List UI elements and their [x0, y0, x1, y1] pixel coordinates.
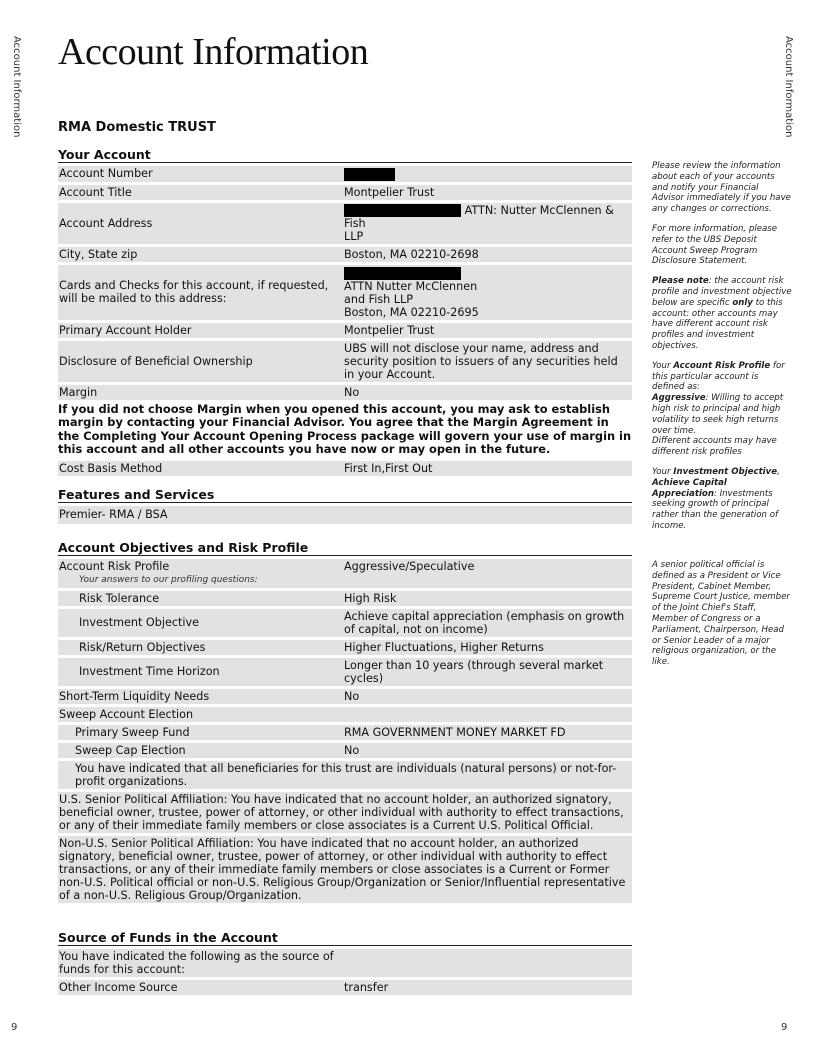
liquidity-row: Short-Term Liquidity Needs No — [58, 689, 632, 704]
sweep-election-row: Sweep Account Election — [58, 707, 632, 722]
section-features: Features and Services — [58, 488, 632, 503]
page-title: Account Information — [58, 31, 369, 73]
sidebar-political-definition: A senior political official is defined as a President or Vice President, Cabinet Member, Supreme Court Justice, member of the Joint Chief's Staff, Member of Congress or a Parliament, Chairperson, Head or Senior Leader of a major religious organization, or the like. — [652, 560, 790, 668]
section-source-of-funds: Source of Funds in the Account — [58, 931, 632, 946]
sidebar-investment-objective: Your Investment Objective, Achieve Capital Appreciation: Investments seeking growth of principal rather than the generation of income. — [652, 466, 780, 531]
page-number-left: 9 — [11, 1022, 18, 1033]
beneficiaries-note: You have indicated that all beneficiaries for this trust are individuals (natural persons) or not-for-profit organizations. — [58, 761, 632, 789]
redaction-bar — [344, 168, 395, 181]
us-political-affiliation: U.S. Senior Political Affiliation: You have indicated that no account holder, an authorized signatory, beneficial owner, trustee, power of attorney, or other individual with authority to effect transactions, or any of their immediate family members or close associates is a Current U.S. Political Official. — [58, 792, 632, 833]
account-type-subtitle: RMA Domestic TRUST — [58, 120, 216, 135]
sidebar-more-info: For more information, please refer to the UBS Deposit Account Sweep Program Disclosure Statement. — [652, 223, 778, 267]
risk-profile-row: Account Risk Profile Your answers to our profiling questions: Aggressive/Speculative — [58, 559, 632, 588]
features-item: Premier- RMA / BSA — [58, 506, 632, 524]
section-your-account: Your Account — [58, 148, 632, 163]
sidebar-risk-profile: Your Account Risk Profile for this particular account is defined as: Aggressive: Willing to accept high risk to principal and high volatility to seek high returns over time. Different accounts may have different risk profiles — [652, 360, 785, 458]
non-us-political-affiliation: Non-U.S. Senior Political Affiliation: You have indicated that no account holder, an authorized signatory, beneficial owner, trustee, power of attorney, or other individual with authority to effect transactions, or any of their immediate family members or close associates is a Current or Former non-U.S. Political official or non-U.S. Religious Group/Organization or Senior/Influential representative of a non-U.S. Religious Group/Organization. — [58, 836, 632, 903]
time-horizon-row: Investment Time Horizon Longer than 10 years (through several market cycles) — [58, 658, 632, 686]
margin-row: Margin No — [58, 385, 632, 400]
account-number-row: Account Number — [58, 166, 632, 182]
profiling-note: Your answers to our profiling questions: — [79, 574, 258, 585]
margin-notice: If you did not choose Margin when you opened this account, you may ask to establish margin by contacting your Financial Advisor. You agree that the Margin Agreement in the Completing Your Account Opening Process package will govern your use of margin in this account and all other accounts you have now or may open in the future. — [58, 401, 632, 456]
redaction-bar — [344, 267, 461, 280]
risk-return-row: Risk/Return Objectives Higher Fluctuations, Higher Returns — [58, 640, 632, 655]
page-number-right: 9 — [781, 1022, 788, 1033]
account-title-row: Account Title Montpelier Trust — [58, 185, 632, 200]
redaction-bar — [344, 204, 461, 217]
risk-tolerance-row: Risk Tolerance High Risk — [58, 591, 632, 606]
primary-sweep-row: Primary Sweep Fund RMA GOVERNMENT MONEY MARKET FD — [58, 725, 632, 740]
beneficial-ownership-row: Disclosure of Beneficial Ownership UBS will not disclose your name, address and security position to issuers of any securities held in your Account. — [58, 341, 632, 382]
sidebar-notes — [652, 161, 792, 541]
sidebar-please-note: Please note: the account risk profile and investment objective below are specific only to this account: other accounts may have different account risk profiles and investment objectives. — [652, 276, 792, 351]
side-label-left: Account Information — [11, 36, 22, 138]
other-income-row: Other Income Source transfer — [58, 980, 632, 995]
city-state-zip-row: City, State zip Boston, MA 02210-2698 — [58, 247, 632, 262]
funds-intro: You have indicated the following as the source of funds for this account: — [58, 949, 632, 977]
primary-holder-row: Primary Account Holder Montpelier Trust — [58, 323, 632, 338]
investment-objective-row: Investment Objective Achieve capital appreciation (emphasis on growth of capital, not on income) — [58, 609, 632, 637]
mailing-address-row: Cards and Checks for this account, if requested, will be mailed to this address: ATTN Nutter McClennen and Fish LLP Boston, MA 02210-2695 — [58, 265, 632, 320]
side-label-right: Account Information — [783, 36, 794, 138]
account-address-row: Account Address ATTN: Nutter McClennen & Fish LLP — [58, 203, 632, 245]
sidebar-review: Please review the information about each of your accounts and notify your Financial Advisor immediately if you have any changes or corrections. — [652, 161, 791, 215]
main-content — [58, 121, 632, 998]
cost-basis-row: Cost Basis Method First In,First Out — [58, 461, 632, 476]
sweep-cap-row: Sweep Cap Election No — [58, 743, 632, 758]
section-objectives: Account Objectives and Risk Profile — [58, 541, 632, 556]
